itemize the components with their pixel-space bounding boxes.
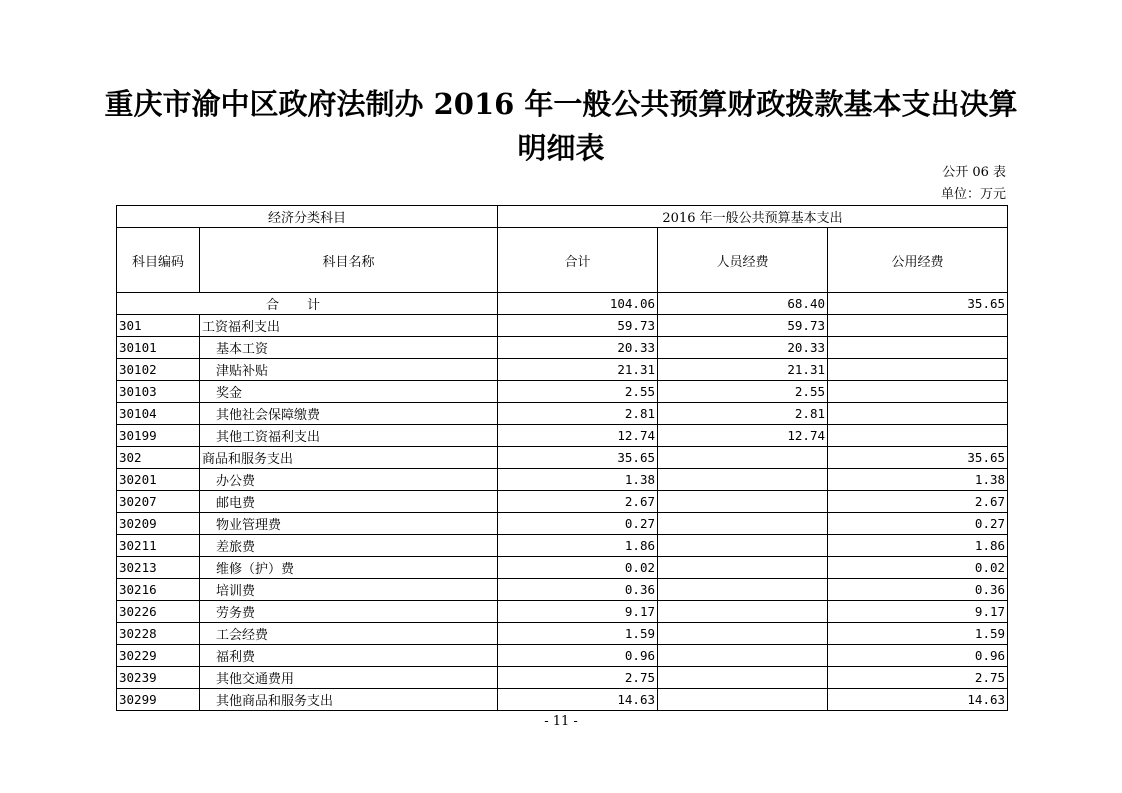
table-row: [117, 337, 1008, 359]
header-code: 科目编码: [117, 228, 200, 293]
row-total: 1.86: [498, 535, 658, 557]
total-personnel: 68.40: [658, 293, 828, 315]
row-code: 30299: [117, 689, 200, 711]
row-name: 工会经费: [200, 623, 498, 645]
row-public: [828, 403, 1008, 425]
row-total: 2.67: [498, 491, 658, 513]
row-name: 奖金: [200, 381, 498, 403]
header-personnel: 人员经费: [658, 228, 828, 293]
row-total: 0.96: [498, 645, 658, 667]
total-row: [117, 293, 1008, 315]
row-total: 12.74: [498, 425, 658, 447]
row-personnel: [658, 579, 828, 601]
row-code: 30104: [117, 403, 200, 425]
table-row: [117, 381, 1008, 403]
header-total: 合计: [498, 228, 658, 293]
table-row: [117, 425, 1008, 447]
row-code: 30103: [117, 381, 200, 403]
row-personnel: [658, 623, 828, 645]
page-title: 重庆市渝中区政府法制办 2016 年一般公共预算财政拨款基本支出决算: [104, 87, 1018, 121]
row-personnel: 21.31: [658, 359, 828, 381]
row-code: 30102: [117, 359, 200, 381]
row-code: 301: [117, 315, 200, 337]
row-total: 0.36: [498, 579, 658, 601]
row-personnel: 20.33: [658, 337, 828, 359]
row-name: 商品和服务支出: [200, 447, 498, 469]
table-code: 公开 06 表: [942, 165, 1006, 180]
row-personnel: [658, 469, 828, 491]
row-name: 邮电费: [200, 491, 498, 513]
row-total: 0.02: [498, 557, 658, 579]
row-total: 21.31: [498, 359, 658, 381]
table-row: [117, 601, 1008, 623]
row-code: 30226: [117, 601, 200, 623]
row-public: 14.63: [828, 689, 1008, 711]
row-public: [828, 337, 1008, 359]
header-econ-group: 经济分类科目: [117, 206, 498, 228]
total-total: 104.06: [498, 293, 658, 315]
row-name: 差旅费: [200, 535, 498, 557]
total-label: 合计: [117, 293, 498, 315]
row-personnel: [658, 557, 828, 579]
row-name: 其他商品和服务支出: [200, 689, 498, 711]
row-code: 30213: [117, 557, 200, 579]
row-public: 2.67: [828, 491, 1008, 513]
row-total: 1.59: [498, 623, 658, 645]
row-public: 0.36: [828, 579, 1008, 601]
table-row: [117, 579, 1008, 601]
table-row: [117, 447, 1008, 469]
row-name: 福利费: [200, 645, 498, 667]
header-budget-group: 2016 年一般公共预算基本支出: [498, 206, 1008, 228]
row-code: 30207: [117, 491, 200, 513]
row-personnel: 2.55: [658, 381, 828, 403]
row-total: 2.81: [498, 403, 658, 425]
row-total: 35.65: [498, 447, 658, 469]
row-code: 30229: [117, 645, 200, 667]
row-public: [828, 315, 1008, 337]
row-name: 其他工资福利支出: [200, 425, 498, 447]
row-name: 其他社会保障缴费: [200, 403, 498, 425]
row-public: 9.17: [828, 601, 1008, 623]
row-code: 30211: [117, 535, 200, 557]
row-personnel: [658, 645, 828, 667]
row-name: 津贴补贴: [200, 359, 498, 381]
row-personnel: [658, 667, 828, 689]
row-public: 1.86: [828, 535, 1008, 557]
row-code: 30228: [117, 623, 200, 645]
row-public: 1.59: [828, 623, 1008, 645]
row-personnel: [658, 513, 828, 535]
row-name: 培训费: [200, 579, 498, 601]
row-total: 0.27: [498, 513, 658, 535]
header-public: 公用经费: [828, 228, 1008, 293]
table-row: [117, 359, 1008, 381]
table-row: [117, 535, 1008, 557]
row-total: 14.63: [498, 689, 658, 711]
header-name: 科目名称: [200, 228, 498, 293]
row-personnel: [658, 491, 828, 513]
row-name: 办公费: [200, 469, 498, 491]
row-total: 20.33: [498, 337, 658, 359]
page-title-continued: 明细表: [517, 131, 605, 165]
table-row: [117, 513, 1008, 535]
table-row: [117, 315, 1008, 337]
row-code: 30209: [117, 513, 200, 535]
row-total: 9.17: [498, 601, 658, 623]
table-row: [117, 491, 1008, 513]
row-personnel: 2.81: [658, 403, 828, 425]
table-row: [117, 689, 1008, 711]
row-public: 0.96: [828, 645, 1008, 667]
row-code: 30199: [117, 425, 200, 447]
table-row: [117, 667, 1008, 689]
row-code: 30101: [117, 337, 200, 359]
row-code: 30239: [117, 667, 200, 689]
row-total: 59.73: [498, 315, 658, 337]
row-code: 30201: [117, 469, 200, 491]
row-public: 1.38: [828, 469, 1008, 491]
row-public: [828, 381, 1008, 403]
row-total: 1.38: [498, 469, 658, 491]
row-name: 其他交通费用: [200, 667, 498, 689]
row-name: 基本工资: [200, 337, 498, 359]
row-code: 30216: [117, 579, 200, 601]
row-public: 0.27: [828, 513, 1008, 535]
row-personnel: 59.73: [658, 315, 828, 337]
row-personnel: 12.74: [658, 425, 828, 447]
table-row: [117, 469, 1008, 491]
header-row-columns: [117, 228, 1008, 293]
table-row: [117, 557, 1008, 579]
row-name: 物业管理费: [200, 513, 498, 535]
row-personnel: [658, 601, 828, 623]
row-public: [828, 359, 1008, 381]
table-row: [117, 623, 1008, 645]
budget-table: [116, 205, 1008, 711]
table-row: [117, 403, 1008, 425]
table-row: [117, 645, 1008, 667]
total-public: 35.65: [828, 293, 1008, 315]
unit-label: 单位：万元: [940, 187, 1006, 202]
row-personnel: [658, 689, 828, 711]
row-public: 2.75: [828, 667, 1008, 689]
row-name: 劳务费: [200, 601, 498, 623]
header-row-groups: [117, 206, 1008, 228]
row-total: 2.55: [498, 381, 658, 403]
row-code: 302: [117, 447, 200, 469]
row-name: 维修（护）费: [200, 557, 498, 579]
row-total: 2.75: [498, 667, 658, 689]
row-public: [828, 425, 1008, 447]
row-personnel: [658, 447, 828, 469]
page-number: - 11 -: [544, 714, 578, 729]
row-public: 0.02: [828, 557, 1008, 579]
row-public: 35.65: [828, 447, 1008, 469]
row-personnel: [658, 535, 828, 557]
row-name: 工资福利支出: [200, 315, 498, 337]
